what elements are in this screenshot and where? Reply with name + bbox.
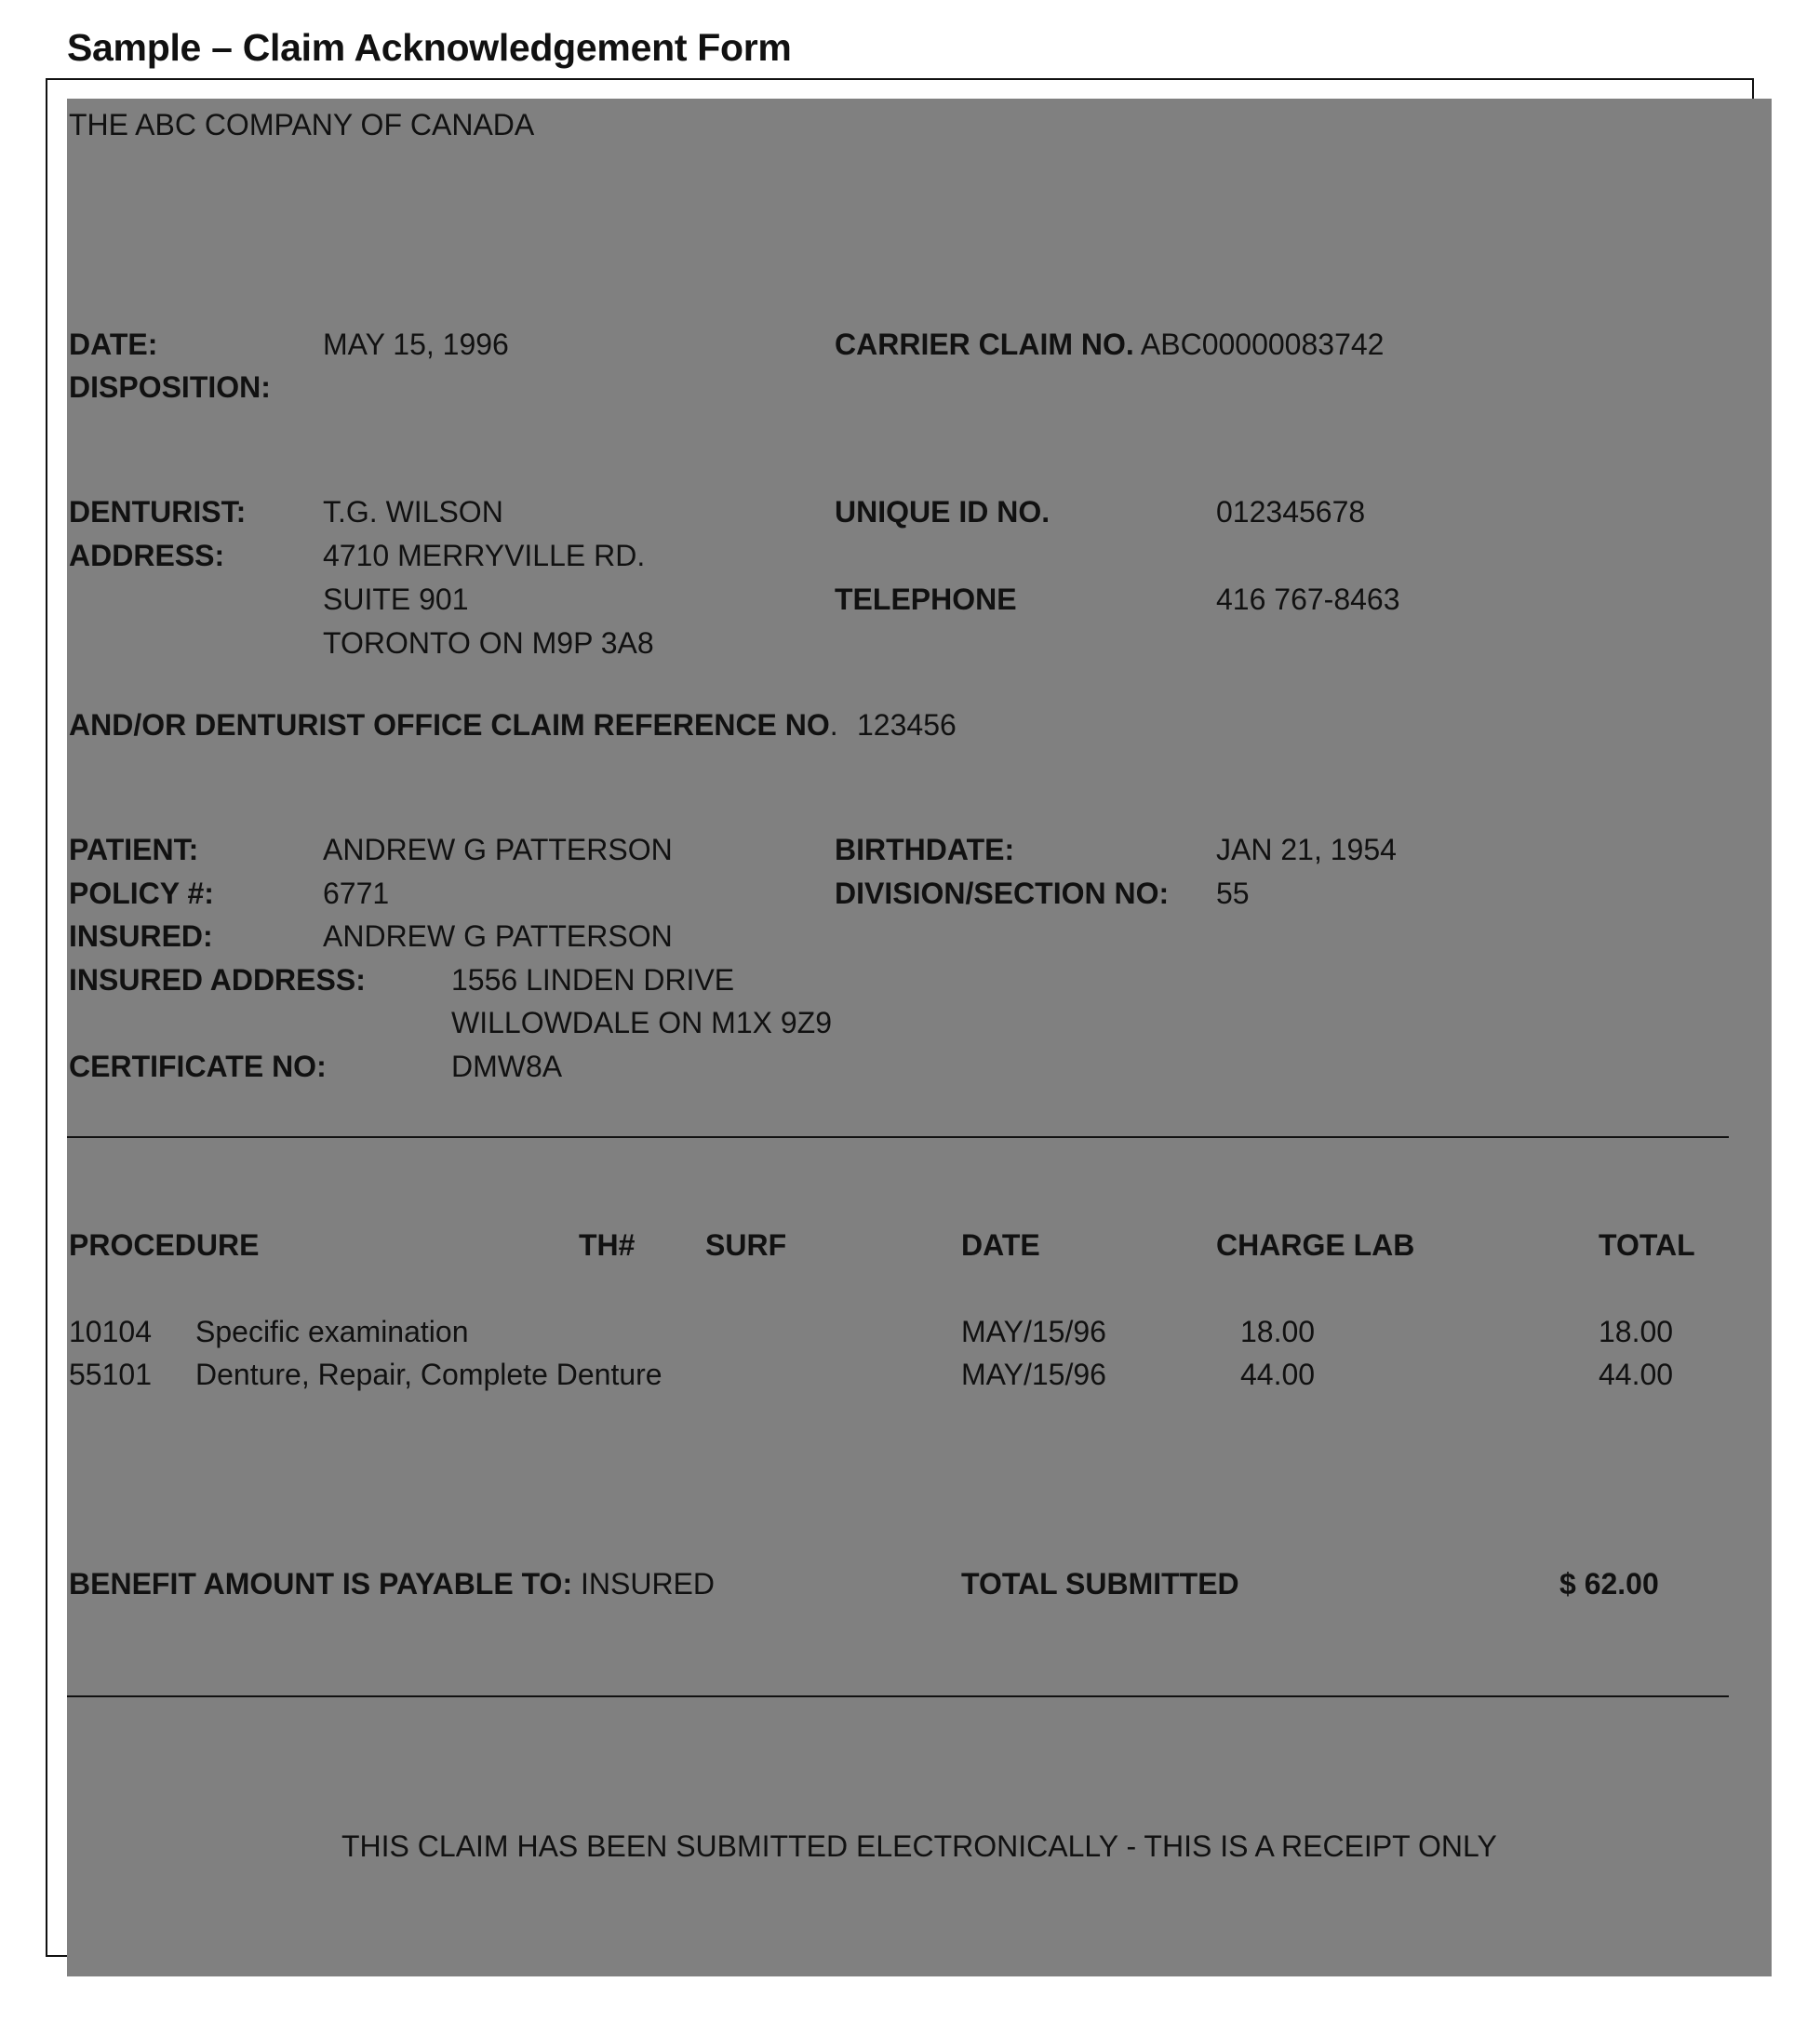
divider: [67, 1136, 1729, 1138]
birthdate-value: JAN 21, 1954: [1216, 833, 1397, 866]
col-surf: SURF: [705, 1228, 787, 1262]
patient-label: PATIENT:: [69, 833, 199, 866]
receipt-notice: THIS CLAIM HAS BEEN SUBMITTED ELECTRONICALLY - THIS IS A RECEIPT ONLY: [341, 1829, 1497, 1863]
procedure-code: 55101: [69, 1358, 152, 1391]
division-label: DIVISION/SECTION NO:: [835, 877, 1170, 910]
office-ref-value: 123456: [857, 708, 957, 742]
denturist-label: DENTURIST:: [69, 495, 247, 529]
col-procedure: PROCEDURE: [69, 1228, 260, 1262]
procedure-charge: 44.00: [1240, 1358, 1316, 1391]
insured-address-label: INSURED ADDRESS:: [69, 963, 366, 997]
address-line-1: 4710 MERRYVILLE RD.: [323, 539, 646, 572]
payable-label: BENEFIT AMOUNT IS PAYABLE TO:: [69, 1567, 573, 1601]
policy-label: POLICY #:: [69, 877, 214, 910]
carrier-claim-label: CARRIER CLAIM NO.: [835, 328, 1134, 361]
total-submitted-label: TOTAL SUBMITTED: [961, 1567, 1239, 1601]
carrier-claim-value: ABC00000083742: [1140, 328, 1385, 361]
carrier-claim: [835, 329, 1384, 359]
divider: [67, 1695, 1729, 1697]
telephone-label: TELEPHONE: [835, 583, 1017, 616]
telephone-value: 416 767-8463: [1216, 583, 1400, 616]
company-name: THE ABC COMPANY OF CANADA: [69, 108, 535, 141]
office-ref-line: [69, 710, 838, 740]
office-ref-label: AND/OR DENTURIST OFFICE CLAIM REFERENCE NO: [69, 708, 830, 742]
office-ref-period: .: [829, 708, 838, 742]
insured-label: INSURED:: [69, 919, 213, 953]
total-submitted-value: $ 62.00: [1559, 1567, 1659, 1601]
col-date: DATE: [961, 1228, 1040, 1262]
page-title: Sample – Claim Acknowledgement Form: [67, 26, 792, 69]
insured-value: ANDREW G PATTERSON: [323, 919, 673, 953]
payable-value: INSURED: [580, 1567, 715, 1601]
unique-id-value: 012345678: [1216, 495, 1366, 529]
procedure-description: Specific examination: [195, 1315, 469, 1348]
certificate-label: CERTIFICATE NO:: [69, 1050, 327, 1083]
procedure-charge: 18.00: [1240, 1315, 1316, 1348]
address-label: ADDRESS:: [69, 539, 225, 572]
division-value: 55: [1216, 877, 1250, 910]
certificate-value: DMW8A: [451, 1050, 563, 1083]
procedure-date: MAY/15/96: [961, 1315, 1106, 1348]
date-value: MAY 15, 1996: [323, 328, 509, 361]
procedure-total: 44.00: [1599, 1358, 1674, 1391]
denturist-name: T.G. WILSON: [323, 495, 503, 529]
procedure-description: Denture, Repair, Complete Denture: [195, 1358, 662, 1391]
policy-value: 6771: [323, 877, 390, 910]
col-th: TH#: [579, 1228, 636, 1262]
procedure-code: 10104: [69, 1315, 152, 1348]
col-total: TOTAL: [1599, 1228, 1695, 1262]
insured-address-line-1: 1556 LINDEN DRIVE: [451, 963, 735, 997]
address-line-3: TORONTO ON M9P 3A8: [323, 626, 654, 660]
insured-address-line-2: WILLOWDALE ON M1X 9Z9: [451, 1006, 832, 1039]
birthdate-label: BIRTHDATE:: [835, 833, 1015, 866]
col-charge-lab: CHARGE LAB: [1216, 1228, 1415, 1262]
address-line-2: SUITE 901: [323, 583, 469, 616]
patient-value: ANDREW G PATTERSON: [323, 833, 673, 866]
procedure-date: MAY/15/96: [961, 1358, 1106, 1391]
date-label: DATE:: [69, 328, 158, 361]
payable-to: [69, 1569, 715, 1599]
unique-id-label: UNIQUE ID NO.: [835, 495, 1051, 529]
disposition-label: DISPOSITION:: [69, 370, 271, 404]
procedure-total: 18.00: [1599, 1315, 1674, 1348]
